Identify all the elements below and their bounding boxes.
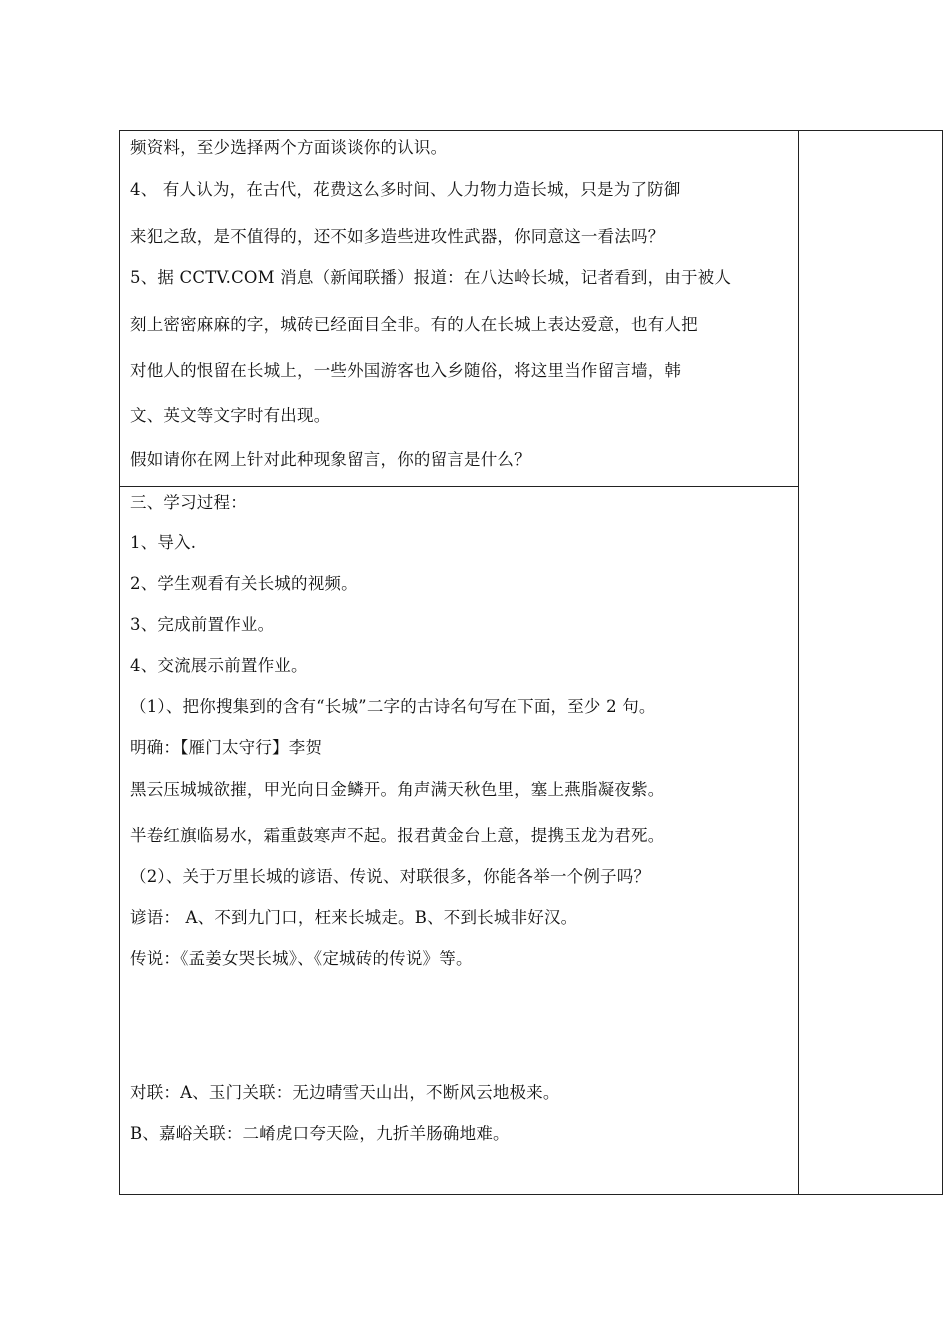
lesson-plan-table [119,130,943,1195]
side-notes-cell [798,131,942,1195]
upper-cell-body [120,131,798,486]
text-line: 刻上密密麻麻的字，城砖已经面目全非。有的人在长城上表达爱意，也有人把 [130,315,698,334]
text-line: 来犯之敌，是不值得的，还不如多造些进攻性武器，你同意这一看法吗？ [130,227,665,246]
section-heading: 三、学习过程： [130,493,247,512]
table-row [120,131,943,487]
text-line: 传说：《孟姜女哭长城》、《定城砖的传说》等。 [130,949,473,968]
text-line: 假如请你在网上针对此种现象留言，你的留言是什么？ [130,450,531,469]
text-line: 4、交流展示前置作业。 [130,656,308,675]
lower-content-cell [120,487,799,1195]
poem-line: 黑云压城城欲摧，甲光向日金鳞开。角声满天秋色里，塞上燕脂凝夜紫。 [130,780,665,799]
text-line: 5、据 CCTV.COM 消息（新闻联播）报道：在八达岭长城，记者看到，由于被人 [130,268,732,287]
text-line: 1、导入. [130,533,197,552]
text-line: 文、英文等文字时有出现。 [130,406,331,425]
poem-line: 半卷红旗临易水，霜重鼓寒声不起。报君黄金台上意，提携玉龙为君死。 [130,826,665,845]
upper-content-cell [120,131,799,487]
text-line: 明确：【雁门太守行】李贺 [130,738,323,757]
lower-cell-body [120,487,798,1194]
text-line: （2）、关于万里长城的谚语、传说、对联很多，你能各举一个例子吗？ [130,867,651,886]
text-line: 2、学生观看有关长城的视频。 [130,574,358,593]
text-line: 3、完成前置作业。 [130,615,275,634]
text-line: 谚语： A、不到九门口，枉来长城走。B、不到长城非好汉。 [130,908,578,927]
text-line: 频资料，至少选择两个方面谈谈你的认识。 [130,138,448,157]
text-line: 对他人的恨留在长城上，一些外国游客也入乡随俗，将这里当作留言墙，韩 [130,361,682,380]
text-line: 4、 有人认为，在古代，花费这么多时间、人力物力造长城，只是为了防御 [130,180,681,199]
text-line: （1）、把你搜集到的含有“长城”二字的古诗名句写在下面，至少 2 句。 [130,697,656,716]
text-line: B、嘉峪关联：二崤虎口夸天险，九折羊肠确地难。 [130,1124,510,1143]
text-line: 对联：A、玉门关联：无边晴雪天山出，不断风云地极来。 [130,1083,560,1102]
